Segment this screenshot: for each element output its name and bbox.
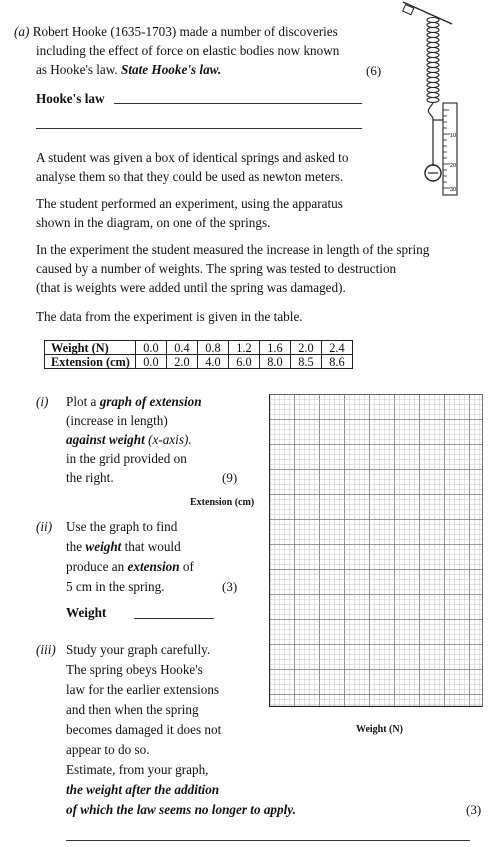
question-a-marks: (6) xyxy=(366,63,382,78)
question-a-text xyxy=(14,22,374,79)
intro-paragraph-2 xyxy=(36,194,466,232)
intro-p3-line-2: caused by a number of weights. The spring was tested to destruction xyxy=(36,261,397,276)
weight-header: Weight (N) xyxy=(45,341,136,355)
q-ii-text-3a: produce an xyxy=(66,559,125,574)
table-cell: 8.6 xyxy=(321,355,352,369)
question-a-line-3: as Hooke's law. xyxy=(36,62,118,77)
weight-answer-label: Weight xyxy=(66,605,107,620)
table-cell: 2.4 xyxy=(321,341,352,355)
data-table xyxy=(44,340,353,369)
intro-paragraph-1 xyxy=(36,148,466,186)
table-row-weight xyxy=(45,341,353,355)
table-cell: 2.0 xyxy=(290,341,321,355)
q-iii-text-6: appear to do so. xyxy=(66,742,150,757)
table-cell: 1.6 xyxy=(259,341,290,355)
q-ii-text-4: 5 cm in the spring. xyxy=(66,579,165,594)
hookes-law-answer-line-1[interactable] xyxy=(114,103,362,104)
scale-tick-30: 30 xyxy=(450,187,457,193)
q-i-text-4: in the grid provided on xyxy=(66,451,187,466)
weight-answer-line[interactable] xyxy=(134,618,214,619)
q-iii-text-5: becomes damaged it does not xyxy=(66,722,222,737)
scale-tick-10: 10 xyxy=(450,133,457,139)
table-cell: 0.0 xyxy=(135,341,166,355)
q-ii-text-2c: that would xyxy=(124,539,181,554)
question-a-line-2: including the effect of force on elastic bodies now known xyxy=(36,43,340,58)
intro-paragraph-4: The data from the experiment is given in the table. xyxy=(36,309,303,324)
intro-p1-line-1: A student was given a box of identical springs and asked to xyxy=(36,150,349,165)
q-iii-text-4: and then when the spring xyxy=(66,702,199,717)
question-iii-marks: (3) xyxy=(466,802,482,817)
q-i-text-3a: against weight xyxy=(66,432,145,447)
spring-icon xyxy=(427,18,439,119)
question-a-instruction: State Hooke's law. xyxy=(121,62,222,77)
q-ii-text-3c: of xyxy=(182,559,194,574)
table-cell: 8.5 xyxy=(290,355,321,369)
intro-p3-line-1: In the experiment the student measured the increase in length of the spring xyxy=(36,242,430,257)
q-i-text-1a: Plot a xyxy=(66,394,97,409)
question-a-label: (a) xyxy=(14,24,30,39)
q-iii-text-3: law for the earlier extensions xyxy=(66,682,220,697)
hookes-law-label: Hooke's law xyxy=(36,91,105,106)
question-ii-marks: (3) xyxy=(222,579,238,594)
q-iii-text-1: Study your graph carefully. xyxy=(66,642,211,657)
scale-tick-20: 20 xyxy=(450,163,457,169)
q-i-text-1b: graph of extension xyxy=(99,394,202,409)
table-cell: 0.0 xyxy=(135,355,166,369)
table-cell: 0.4 xyxy=(166,341,197,355)
question-i-label: (i) xyxy=(36,394,49,409)
hookes-law-answer-line-2[interactable] xyxy=(36,128,362,129)
graph-y-axis-label: Extension (cm) xyxy=(190,497,255,508)
table-cell: 1.2 xyxy=(228,341,259,355)
extension-header: Extension (cm) xyxy=(45,355,136,369)
intro-p3-line-3: (that is weights were added until the spring was damaged). xyxy=(36,280,346,295)
table-cell: 4.0 xyxy=(197,355,228,369)
question-a-line-1: Robert Hooke (1635-1703) made a number of discoveries xyxy=(32,24,338,39)
question-ii-label: (ii) xyxy=(36,519,53,534)
q-ii-text-2a: the xyxy=(66,539,83,554)
question-iii-answer-line[interactable] xyxy=(66,840,470,841)
table-cell: 2.0 xyxy=(166,355,197,369)
intro-p1-line-2: analyse them so that they could be used as newton meters. xyxy=(36,169,344,184)
q-iii-text-8: the weight after the addition xyxy=(66,782,220,797)
intro-p2-line-2: shown in the diagram, on one of the springs. xyxy=(36,215,271,230)
table-cell: 6.0 xyxy=(228,355,259,369)
graph-x-axis-label: Weight (N) xyxy=(356,724,403,735)
q-iii-text-9: of which the law seems no longer to apply. xyxy=(66,802,296,817)
table-cell: 0.8 xyxy=(197,341,228,355)
q-i-text-2: (increase in length) xyxy=(66,413,168,428)
q-ii-text-3b: extension xyxy=(127,559,180,574)
table-row-extension xyxy=(45,355,353,369)
intro-paragraph-3 xyxy=(36,240,486,297)
q-i-text-3b: (x-axis). xyxy=(148,432,192,447)
question-iii-label: (iii) xyxy=(36,642,56,657)
intro-p2-line-1: The student performed an experiment, using the apparatus xyxy=(36,196,343,211)
question-i-marks: (9) xyxy=(222,470,238,485)
q-ii-text-2b: weight xyxy=(85,539,122,554)
q-iii-text-2: The spring obeys Hooke's xyxy=(66,662,203,677)
q-i-text-5: the right. xyxy=(66,470,114,485)
q-iii-text-7: Estimate, from your graph, xyxy=(66,762,209,777)
q-ii-text-1: Use the graph to find xyxy=(66,519,178,534)
table-cell: 8.0 xyxy=(259,355,290,369)
question-iii-text xyxy=(66,640,366,820)
